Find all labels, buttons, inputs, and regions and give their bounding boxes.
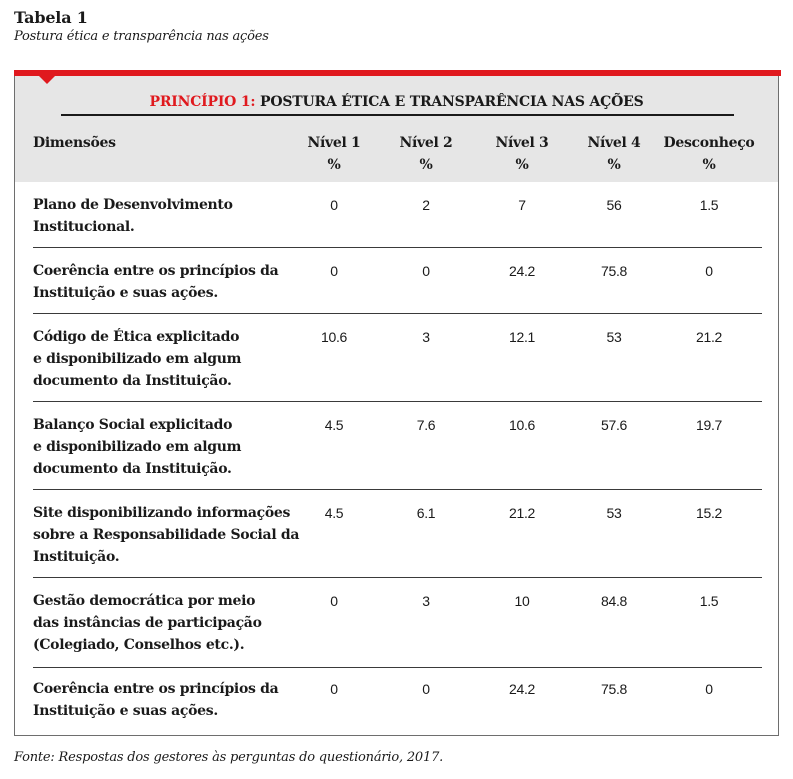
cell-level-2: 6.1 [416,505,436,521]
principle-prefix: PRINCÍPIO 1: [149,94,256,110]
header-unknown-unit: % [702,157,716,173]
cell-unknown: 0 [705,263,713,279]
header-level-4 [559,132,669,176]
dimension-line: Plano de Desenvolvimento [33,197,233,213]
header-unknown [654,132,764,176]
cell-level-4: 56 [606,197,622,213]
cell-level-4: 75.8 [600,263,628,279]
cell-level-2: 3 [422,593,430,609]
cell-level-3: 7 [518,197,526,213]
row-divider [33,667,762,668]
cell-level-1: 0 [330,593,338,609]
cell-level-2: 0 [422,681,430,697]
dimension-line: e disponibilizado em algum [33,351,242,367]
dimension-line: Instituição e suas ações. [33,703,218,719]
cell-level-3: 24.2 [508,263,536,279]
header-level-1-name: Nível 1 [307,135,361,151]
header-level-4-name: Nível 4 [587,135,641,151]
table-title: Tabela 1 [14,8,88,27]
dimension-line: Código de Ética explicitado [33,329,240,345]
cell-unknown: 21.2 [695,329,723,345]
table-caption [14,8,269,44]
cell-level-4: 53 [606,505,622,521]
cell-level-1: 0 [330,681,338,697]
cell-level-3: 24.2 [508,681,536,697]
dimension-line: documento da Instituição. [33,373,232,389]
table-subtitle: Postura ética e transparência nas ações [14,29,269,44]
cell-unknown: 19.7 [695,417,723,433]
cell-level-3: 12.1 [508,329,536,345]
row-dimension [33,590,303,656]
cell-level-2: 0 [422,263,430,279]
cell-level-2: 7.6 [416,417,436,433]
data-table [14,70,779,736]
dimension-line: Gestão democrática por meio [33,593,256,609]
dimension-line: Instituição. [33,549,120,565]
cell-level-1: 4.5 [324,505,344,521]
dimension-line: Balanço Social explicitado [33,417,233,433]
cell-unknown: 1.5 [699,197,719,213]
cell-unknown: 1.5 [699,593,719,609]
accent-notch [39,76,55,84]
cell-level-3: 10 [514,593,530,609]
header-unknown-name: Desconheço [663,135,755,151]
cell-level-4: 57.6 [600,417,628,433]
principle-text: POSTURA ÉTICA E TRANSPARÊNCIA NAS AÇÕES [255,94,644,110]
header-dimension: Dimensões [33,135,116,151]
cell-level-4: 84.8 [600,593,628,609]
row-divider [33,247,762,248]
table-header-area [15,76,778,182]
row-dimension [33,260,303,304]
row-divider [33,489,762,490]
cell-level-1: 0 [330,263,338,279]
cell-level-1: 4.5 [324,417,344,433]
row-dimension [33,194,303,238]
row-divider [33,577,762,578]
accent-bar [14,70,781,76]
header-level-2 [371,132,481,176]
row-dimension [33,326,303,392]
dimension-line: Site disponibilizando informações [33,505,291,521]
cell-level-3: 10.6 [508,417,536,433]
dimension-line: Coerência entre os princípios da [33,263,279,279]
cell-level-1: 0 [330,197,338,213]
header-level-2-unit: % [419,157,433,173]
header-level-4-unit: % [607,157,621,173]
cell-unknown: 0 [705,681,713,697]
cell-level-3: 21.2 [508,505,536,521]
table-source-note: Fonte: Respostas dos gestores às perguntas do questionário, 2017. [14,750,444,765]
row-divider [33,313,762,314]
dimension-line: documento da Instituição. [33,461,232,477]
dimension-line: e disponibilizado em algum [33,439,242,455]
principle-rule [61,114,734,116]
cell-level-2: 3 [422,329,430,345]
cell-unknown: 15.2 [695,505,723,521]
dimension-line: (Colegiado, Conselhos etc.). [33,637,245,653]
dimension-line: Coerência entre os princípios da [33,681,279,697]
row-dimension [33,678,303,722]
row-dimension [33,414,303,480]
principle-heading [15,94,778,110]
header-level-3-name: Nível 3 [495,135,549,151]
header-level-1-unit: % [327,157,341,173]
cell-level-4: 75.8 [600,681,628,697]
cell-level-4: 53 [606,329,622,345]
dimension-line: das instâncias de participação [33,615,262,631]
dimension-line: Instituição e suas ações. [33,285,218,301]
dimension-line: Institucional. [33,219,135,235]
cell-level-2: 2 [422,197,430,213]
row-divider [33,401,762,402]
row-dimension [33,502,303,568]
header-level-2-name: Nível 2 [399,135,453,151]
cell-level-1: 10.6 [320,329,348,345]
dimension-line: sobre a Responsabilidade Social da [33,527,300,543]
header-level-3-unit: % [515,157,529,173]
